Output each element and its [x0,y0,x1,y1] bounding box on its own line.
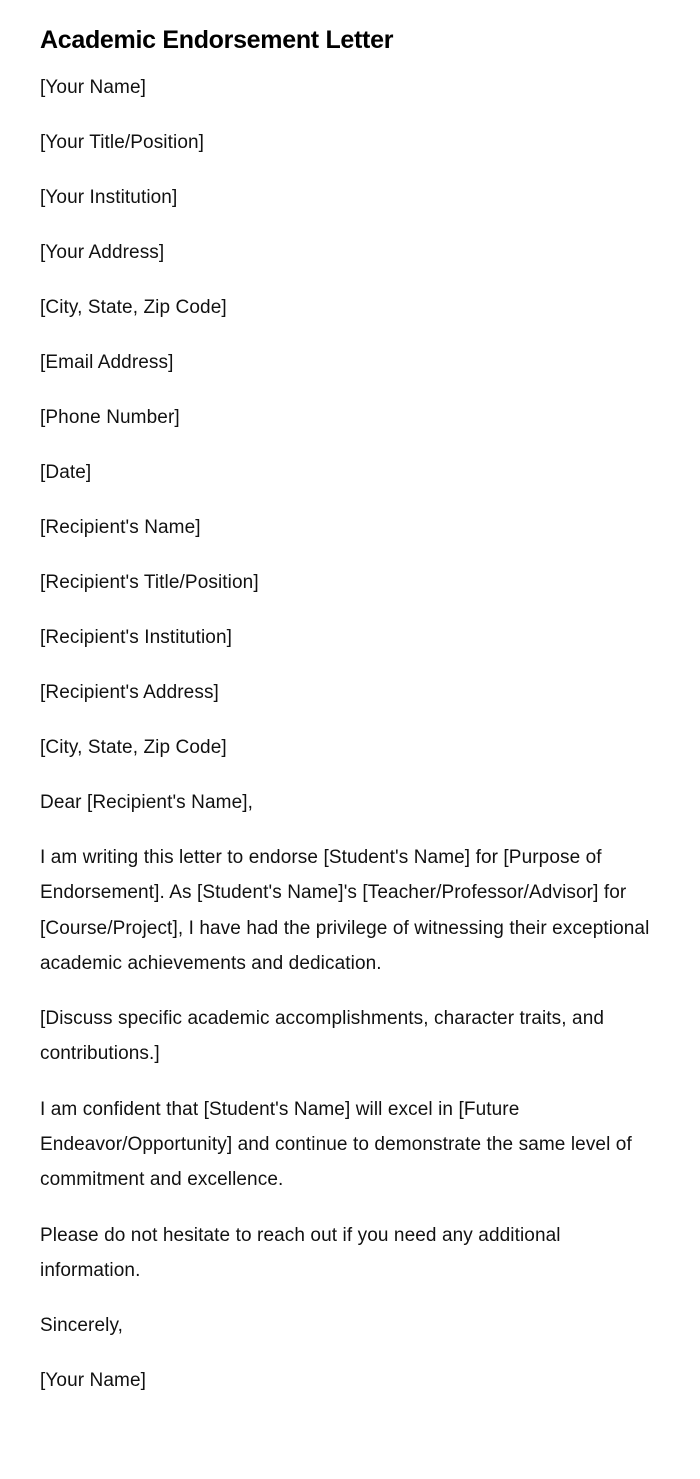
body-paragraph: Please do not hesitate to reach out if you need any additional information. [40,1224,561,1281]
sender-phone: [Phone Number] [40,407,180,428]
body-paragraph: I am writing this letter to endorse [Student's Name] for [Purpose of Endorsement]. As [Student's Name]'s [Teacher/Professor/Advisor] for [Course/Project], I have had the privilege of witnessing their exceptional academic achievements and dedication. [40,847,650,974]
recipient-institution: [Recipient's Institution] [40,627,232,648]
sender-name: [Your Name] [40,77,147,98]
sender-title: [Your Title/Position] [40,132,205,153]
recipient-city-state-zip: [City, State, Zip Code] [40,737,227,758]
sender-city-state-zip: [City, State, Zip Code] [40,297,227,318]
document-title: Academic Endorsement Letter [40,26,394,54]
signature-name: [Your Name] [40,1370,147,1392]
recipient-address: [Recipient's Address] [40,682,219,703]
body-paragraph: [Discuss specific academic accomplishments, character traits, and contributions.] [40,1008,605,1065]
sender-email: [Email Address] [40,352,174,373]
salutation: Dear [Recipient's Name], [40,792,253,813]
body-paragraph: I am confident that [Student's Name] will excel in [Future Endeavor/Opportunity] and continue to demonstrate the same level of commitment and excellence. [40,1098,632,1191]
recipient-title: [Recipient's Title/Position] [40,572,259,593]
sender-institution: [Your Institution] [40,187,178,208]
sender-address: [Your Address] [40,242,165,263]
recipient-name: [Recipient's Name] [40,517,201,538]
letter-date: [Date] [40,462,92,483]
closing: Sincerely, [40,1315,124,1337]
